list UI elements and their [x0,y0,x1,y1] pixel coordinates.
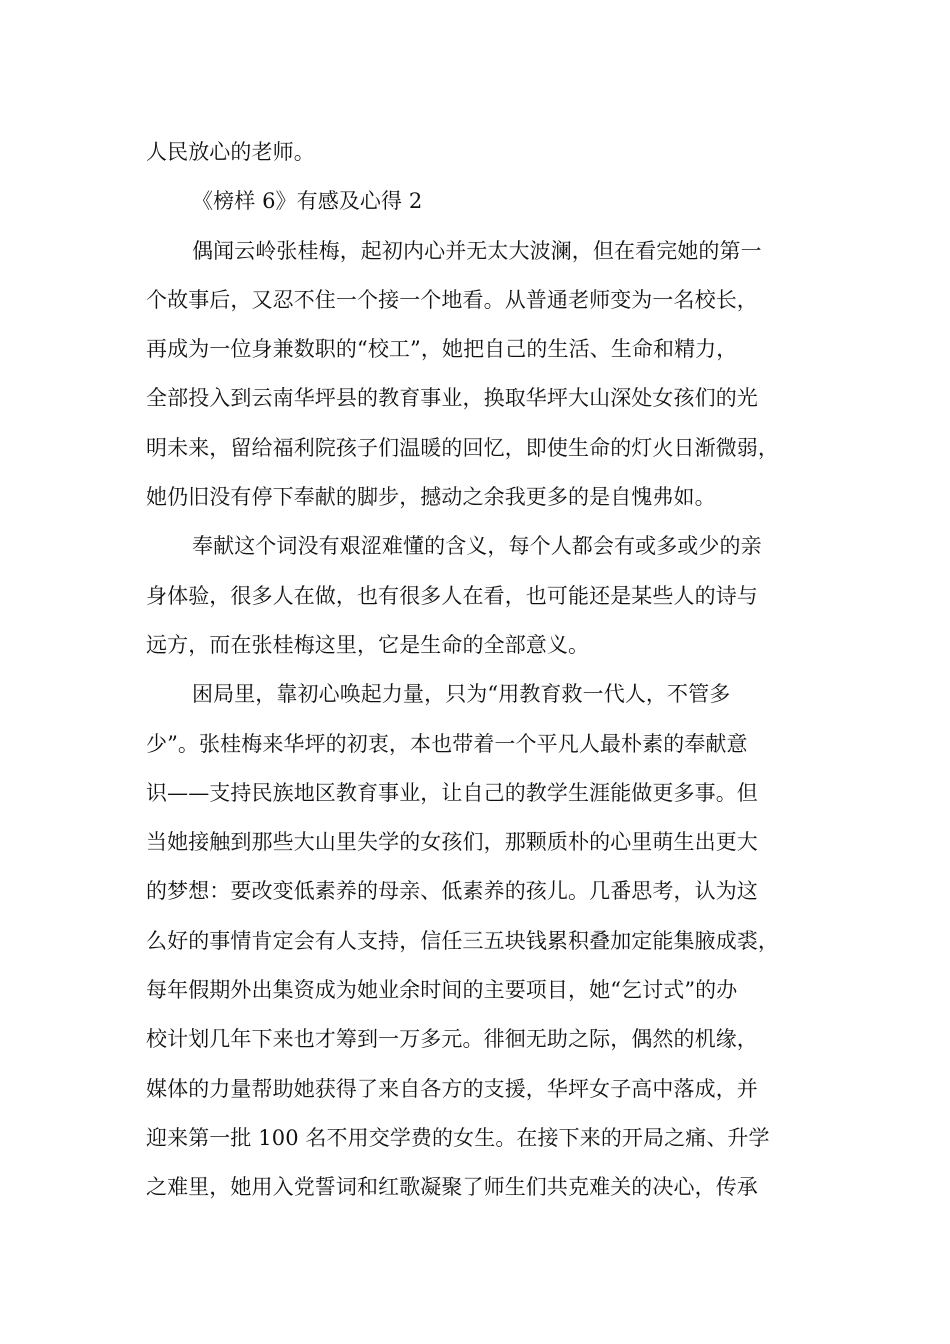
text-line: 身体验，很多人在做，也有很多人在看，也可能还是某些人的诗与 [146,583,758,608]
text-line: 偶闻云岭张桂梅，起初内心并无太大波澜，但在看完她的第一 [192,238,762,263]
text-line: 再成为一位身兼数职的“校工”，她把自己的生活、生命和精力， [146,337,738,362]
text-line: 每年假期外出集资成为她业余时间的主要项目，她“乞讨式”的办 [146,978,738,1003]
text-line: 校计划几年下来也才筹到一万多元。徘徊无助之际，偶然的机缘， [146,1027,758,1052]
text-line: 她仍旧没有停下奉献的脚步，撼动之余我更多的是自愧弗如。 [146,485,716,510]
text-line: 少”。张桂梅来华坪的初衷，本也带着一个平凡人最朴素的奉献意 [146,731,748,756]
text-line: 全部投入到云南华坪县的教育事业，换取华坪大山深处女孩们的光 [146,386,758,411]
text-line: 个故事后，又忍不住一个接一个地看。从普通老师变为一名校长， [146,287,758,312]
text-line: 识——支持民族地区教育事业，让自己的教学生涯能做更多事。但 [146,780,758,805]
text-line: 迎来第一批 100 名不用交学费的女生。在接下来的开局之痛、升学 [146,1125,770,1150]
text-line: 之难里，她用入党誓词和红歌凝聚了师生们共克难关的决心，传承 [146,1175,758,1200]
text-line: 媒体的力量帮助她获得了来自各方的支援，华坪女子高中落成，并 [146,1076,758,1101]
text-line: 的梦想：要改变低素养的母亲、低素养的孩儿。几番思考，认为这 [146,879,758,904]
document-body [146,128,826,1213]
text-line: 人民放心的老师。 [146,140,315,164]
text-line: 困局里，靠初心唤起力量，只为“用教育救一代人，不管多 [192,682,731,707]
text-line: 远方，而在张桂梅这里，它是生命的全部意义。 [146,632,590,657]
section-heading: 《榜样 6》有感及心得 2 [192,189,423,214]
text-line: 当她接触到那些大山里失学的女孩们，那颗质朴的心里萌生出更大 [146,830,758,855]
text-line: 明未来，留给福利院孩子们温暖的回忆，即使生命的灯火日渐微弱， [146,435,779,460]
text-line: 么好的事情肯定会有人支持，信任三五块钱累积叠加定能集腋成裘， [146,928,779,953]
text-line: 奉献这个词没有艰涩难懂的含义，每个人都会有或多或少的亲 [192,534,762,559]
